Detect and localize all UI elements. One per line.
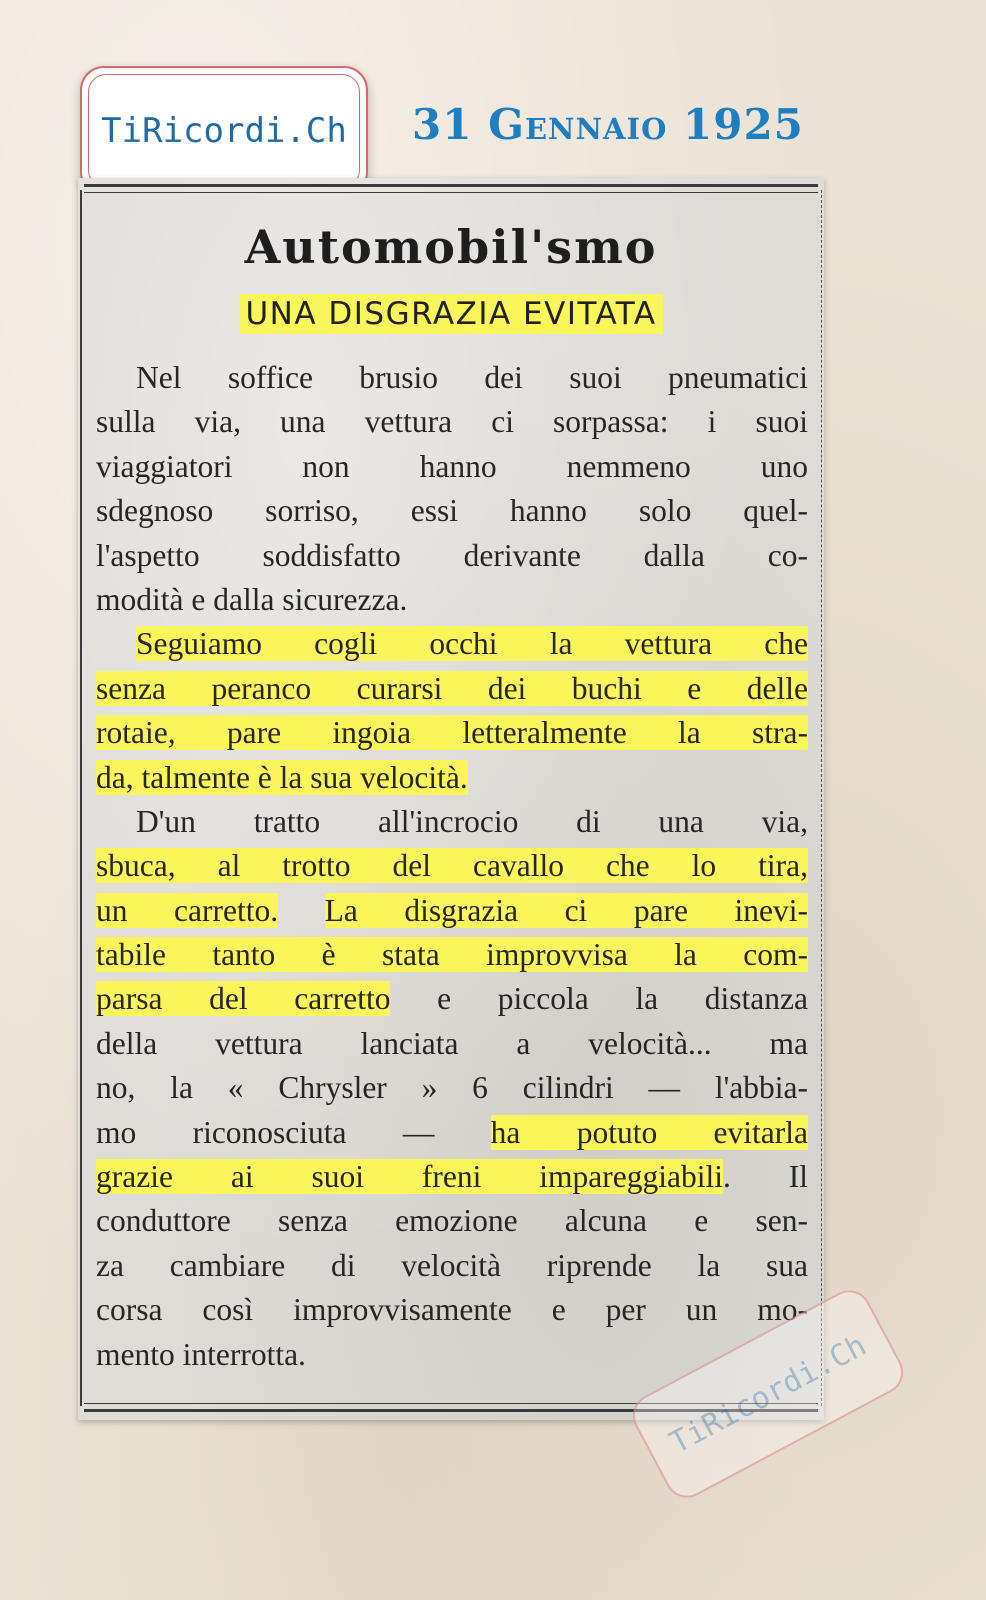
article-text: D'un tratto all'incrocio di una via,	[136, 803, 808, 839]
article-line	[96, 489, 808, 533]
article-text: l'aspetto soddisfatto derivante dalla co-	[96, 537, 808, 573]
article-line	[96, 1155, 808, 1199]
left-rule	[80, 190, 82, 1406]
article-subheading: UNA DISGRAZIA EVITATA	[239, 294, 662, 334]
article-text: mo riconosciuta —	[96, 1114, 491, 1150]
article-text: Nel soffice brusio dei suoi pneumatici	[136, 360, 808, 395]
article-text: no, la « Chrysler » 6 cilindri — l'abbia-	[96, 1070, 808, 1106]
highlighted-text: La disgrazia ci pare inevi-	[324, 892, 808, 928]
article-text: e piccola la distanza	[390, 981, 808, 1017]
top-rule	[84, 184, 818, 193]
article-line	[96, 667, 808, 711]
date-header: 31 Gennaio 1925	[412, 100, 804, 149]
article-text: sdegnoso sorriso, essi hanno solo quel-	[96, 493, 808, 529]
article-body	[96, 356, 808, 1377]
article-line	[96, 622, 808, 666]
article-line	[96, 933, 808, 977]
article-line	[96, 400, 808, 444]
article-line	[96, 1111, 808, 1155]
highlighted-text: grazie ai suoi freni impareggiabili	[96, 1159, 723, 1195]
article-line	[96, 1199, 808, 1243]
article-line	[96, 889, 808, 933]
article-line	[96, 711, 808, 755]
highlighted-text: senza peranco curarsi dei buchi e delle	[96, 670, 808, 706]
highlighted-text: un carretto.	[96, 892, 279, 928]
article-line	[96, 1244, 808, 1288]
highlighted-text: parsa del carretto	[96, 981, 391, 1017]
article-line	[96, 800, 808, 844]
highlighted-text: Seguiamo cogli occhi la vettura che	[136, 626, 808, 662]
article-heading: Automobil'smo	[244, 220, 658, 274]
article-line	[96, 756, 808, 800]
article-text: della vettura lanciata a velocità... ma	[96, 1025, 808, 1061]
article-text: mento interrotta.	[96, 1336, 306, 1372]
watermark-text: TiRicordi.Ch	[664, 1327, 872, 1461]
highlighted-text: da, talmente è la sua velocità.	[96, 759, 468, 795]
article-text	[278, 893, 325, 928]
article-line	[96, 534, 808, 578]
right-rule	[821, 190, 822, 1406]
highlighted-text: sbuca, al trotto del cavallo che lo tira,	[96, 848, 808, 884]
article-line	[96, 1288, 808, 1332]
highlighted-text: tabile tanto è stata improvvisa la com-	[96, 937, 808, 973]
article-line	[96, 844, 808, 888]
newspaper-clipping	[78, 178, 824, 1420]
highlighted-text: rotaie, pare ingoia letteralmente la stra-	[96, 715, 808, 751]
article-text: conduttore senza emozione alcuna e sen-	[96, 1203, 808, 1239]
article-line	[96, 445, 808, 489]
article-line	[96, 977, 808, 1021]
article-text: corsa così improvvisamente e per un mo-	[96, 1292, 808, 1328]
logo-text: TiRicordi.Ch	[101, 111, 347, 151]
article-text: za cambiare di velocità riprende la sua	[96, 1247, 808, 1283]
article-line	[96, 578, 808, 622]
article-line	[96, 356, 808, 400]
article-line	[96, 1022, 808, 1066]
article-text: viaggiatori non hanno nemmeno uno	[96, 448, 808, 484]
highlighted-text: ha potuto evitarla	[490, 1114, 808, 1150]
article-text: . Il	[722, 1159, 808, 1195]
article-line	[96, 1066, 808, 1110]
logo-badge	[80, 66, 368, 196]
article-text: sulla via, una vettura ci sorpassa: i suoi	[96, 404, 808, 440]
article-text: modità e dalla sicurezza.	[96, 581, 408, 617]
subheading-wrapper	[78, 294, 824, 334]
